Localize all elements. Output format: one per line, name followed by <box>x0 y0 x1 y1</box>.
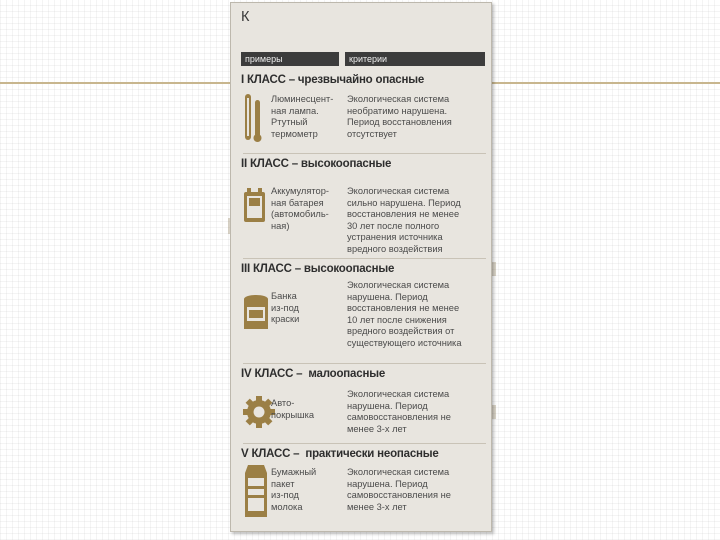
infographic-title <box>241 9 486 26</box>
thermometer-lamp-icon <box>243 92 265 149</box>
text-line: существующего источника <box>347 337 462 348</box>
text-line: самовосстановления не <box>347 490 451 501</box>
background-decoration <box>492 262 496 276</box>
text-line: Экологическая система <box>347 186 450 196</box>
text-line: из-под <box>271 490 299 501</box>
section-divider <box>243 258 486 259</box>
text-line: Аккумулятор- <box>271 186 329 196</box>
class-3-heading: III КЛАСС – высокоопасные <box>241 263 395 275</box>
text-line: сильно нарушена. Период <box>347 197 461 208</box>
column-header-examples: примеры <box>241 52 339 66</box>
text-line: Банка <box>271 291 297 301</box>
class-1-heading: I КЛАСС – чрезвычайно опасные <box>241 74 425 86</box>
class-4-criteria <box>347 389 487 435</box>
text-line: Люминесцент- <box>271 94 334 104</box>
column-header-criteria: критерии <box>345 52 485 66</box>
text-line: молока <box>271 501 303 512</box>
text-line: 10 лет после снижения <box>347 314 447 325</box>
class-2-example <box>271 186 341 232</box>
class-3-criteria <box>347 280 487 350</box>
car-battery-icon <box>243 188 267 229</box>
class-3-example <box>271 291 341 326</box>
text-line: Экологическая система <box>347 280 450 290</box>
class-2-criteria <box>347 186 487 256</box>
text-line: Экологическая система <box>347 94 450 104</box>
class-4-example <box>271 398 341 421</box>
paint-can-icon <box>243 293 269 336</box>
class-5-example <box>271 467 341 513</box>
text-line: Ртутный <box>271 117 308 128</box>
section-divider <box>243 363 486 364</box>
text-line: вредного воздействия от <box>347 326 455 337</box>
text-line: Авто- <box>271 398 295 408</box>
text-line: вредного воздействия <box>347 243 443 254</box>
hazard-classification-infographic <box>230 2 492 532</box>
text-line: Экологическая система <box>347 467 450 477</box>
section-divider <box>243 443 486 444</box>
text-line: Бумажный <box>271 467 317 477</box>
text-line: менее 3-х лет <box>347 501 407 512</box>
class-1-criteria <box>347 94 487 140</box>
text-line: ная) <box>271 220 290 231</box>
text-line: восстановления не менее <box>347 303 460 314</box>
background-decoration <box>492 405 496 419</box>
title-line: К <box>241 9 250 25</box>
class-1-example <box>271 94 341 140</box>
text-line: ная лампа. <box>271 105 319 116</box>
class-2-heading: II КЛАСС – высокоопасные <box>241 158 392 170</box>
text-line: ная батарея <box>271 197 324 208</box>
text-line: термометр <box>271 128 318 139</box>
text-line: необратимо нарушена. <box>347 105 448 116</box>
text-line: краски <box>271 314 300 325</box>
class-4-heading: IV КЛАСС – малоопасные <box>241 368 386 380</box>
text-line: восстановления не менее <box>347 209 460 220</box>
class-5-criteria <box>347 467 487 513</box>
text-line: Период восстановления <box>347 117 452 128</box>
text-line: из-под <box>271 302 299 313</box>
section-divider <box>243 153 486 154</box>
text-line: самовосстановления не <box>347 412 451 423</box>
text-line: менее 3-х лет <box>347 423 407 434</box>
text-line: покрышка <box>271 409 315 420</box>
text-line: Экологическая система <box>347 389 450 399</box>
text-line: отсутствует <box>347 128 397 139</box>
milk-carton-icon <box>243 465 269 524</box>
text-line: нарушена. Период <box>347 478 428 489</box>
text-line: пакет <box>271 478 295 489</box>
text-line: 30 лет после полного <box>347 220 440 231</box>
text-line: нарушена. Период <box>347 400 428 411</box>
text-line: нарушена. Период <box>347 291 428 302</box>
text-line: устранения источника <box>347 232 443 243</box>
class-5-heading: V КЛАСС – практически неопасные <box>241 448 439 460</box>
text-line: (автомобиль- <box>271 209 329 220</box>
